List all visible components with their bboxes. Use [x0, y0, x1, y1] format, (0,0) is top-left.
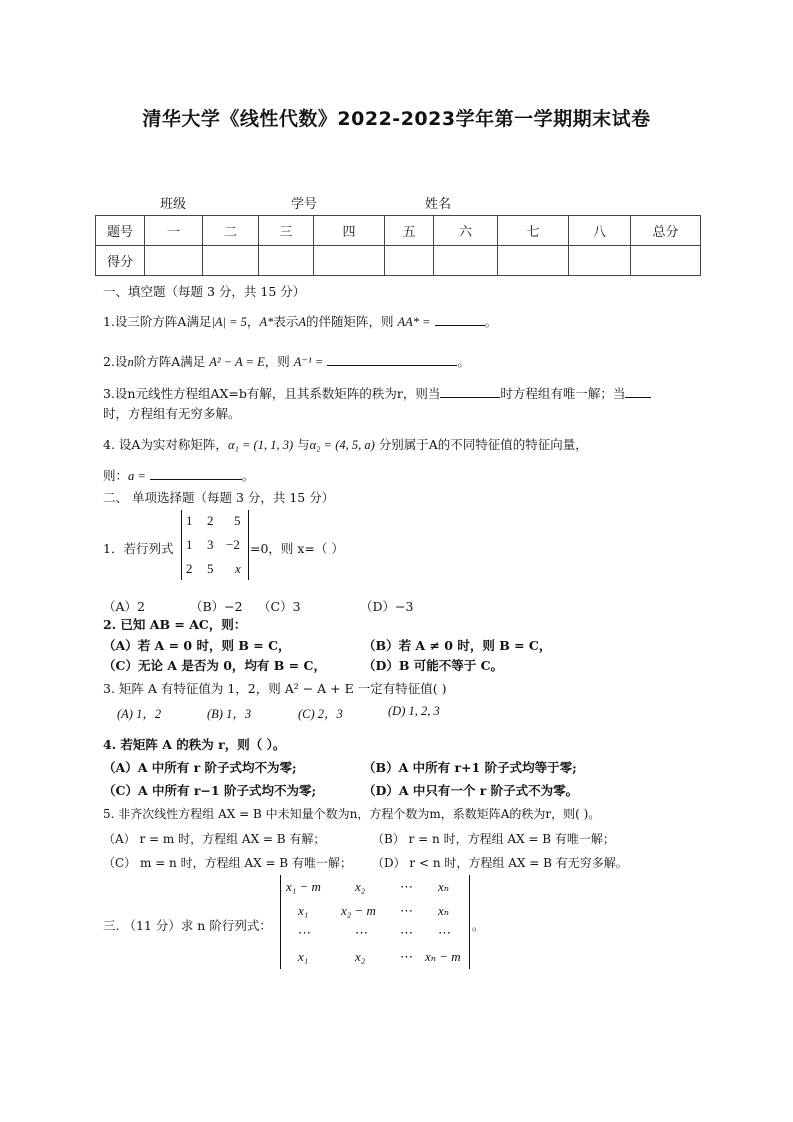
q4-line2: 则：: [103, 468, 129, 483]
score-cell[interactable]: [385, 246, 434, 276]
name-label: 姓名: [425, 197, 452, 212]
score-cell[interactable]: [145, 246, 203, 276]
q4-alpha1: α₁ = (1, 1, 3): [227, 438, 294, 452]
det-cell: 1: [186, 537, 193, 552]
det-cell: 1: [186, 513, 193, 528]
s1-q3-line2: 时，方程组有无穷多解。: [103, 406, 241, 421]
s2-q2-option-c[interactable]: （C）无论 A 是否为 0，均有 B = C，: [103, 658, 326, 673]
section-3-label: 三. （11 分）求 n 阶行列式：: [103, 918, 272, 933]
student-id-label: 学号: [291, 197, 318, 212]
det-cell: 2: [207, 513, 214, 528]
q2-math2: A² − A = E: [209, 355, 265, 369]
answer-blank[interactable]: [440, 385, 500, 398]
q4-prefix: 4. 设A为实对称矩阵，: [103, 437, 228, 452]
s2-q1-suffix: =0，则 x=（ ）: [250, 541, 344, 556]
s3-determinant: [280, 875, 470, 969]
answer-blank[interactable]: [435, 313, 485, 326]
s1-q1: [103, 312, 497, 330]
s2-q2-stem: 2. 已知 AB = AC，则：: [103, 617, 247, 632]
s1-q2: [103, 352, 470, 370]
table-header-cell: 六: [434, 216, 498, 246]
s2-q4-option-b[interactable]: （B）A 中所有 r+1 阶子式均等于零;: [363, 760, 577, 775]
q2-math3: A⁻¹ =: [293, 355, 324, 369]
q3-text-b: 时方程组有唯一解；当: [500, 386, 626, 401]
q1-math2: A*: [259, 315, 274, 329]
table-header-cell: 二: [203, 216, 259, 246]
s2-q4-option-d[interactable]: （D）A 中只有一个 r 阶子式不为零。: [363, 783, 579, 798]
s2-q1-option-a[interactable]: （A）2: [103, 599, 145, 614]
det-cell: ⋯: [298, 925, 311, 940]
s1-q4: [103, 435, 588, 453]
s2-q5-option-a[interactable]: （A） r = m 时，方程组 AX = B 有解；: [103, 832, 326, 846]
score-cell[interactable]: [203, 246, 259, 276]
q2-math: n: [127, 355, 134, 369]
det-cell: ⋯: [438, 925, 451, 940]
s2-q4-option-a[interactable]: （A）A 中所有 r 阶子式均不为零;: [103, 760, 297, 775]
s2-q3-option-d[interactable]: (D) 1, 2, 3: [388, 704, 440, 718]
section-3-end: 。: [472, 918, 485, 933]
score-cell[interactable]: [569, 246, 631, 276]
det-cell: xₙ − m: [425, 949, 461, 964]
q4-end: 分别属于A的不同特征值的特征向量，: [378, 437, 588, 452]
score-table-score-row: [96, 246, 701, 276]
s2-q2-option-a[interactable]: （A）若 A = 0 时，则 B = C，: [103, 638, 291, 653]
q3-text: 3.设n元线性方程组AX=b有解，且其系数矩阵的秩为r，则当: [103, 386, 441, 401]
s2-q1-prefix: 1．若行列式: [103, 541, 174, 556]
s2-q2-option-d[interactable]: （D）B 可能不等于 C。: [363, 658, 504, 673]
det-cell: ⋯: [355, 925, 368, 940]
det-cell: x₂: [355, 879, 366, 894]
q4-end2: 。: [241, 468, 255, 483]
answer-blank[interactable]: [150, 467, 242, 480]
score-cell[interactable]: [498, 246, 569, 276]
det-cell: 3: [207, 537, 214, 552]
table-header-cell: 七: [498, 216, 569, 246]
q4-math: a =: [128, 469, 146, 483]
page-title: 清华大学《线性代数》2022-2023学年第一学期期末试卷: [142, 108, 651, 130]
s2-q1-option-b[interactable]: （B）−2: [190, 599, 243, 614]
s2-q5-stem: 5. 非齐次线性方程组 AX = B 中未知量个数为n，方程个数为m，系数矩阵A的秩为r，则( )。: [103, 807, 601, 821]
s2-q3-option-c[interactable]: (C) 2，3: [298, 707, 343, 721]
score-table-header-row: [96, 216, 701, 246]
q2-mid: 阶方阵A满足: [133, 354, 206, 369]
det-cell: x₁: [298, 949, 309, 964]
table-header-cell: 四: [314, 216, 385, 246]
score-table: [95, 215, 701, 276]
table-header-cell: 总分: [631, 216, 701, 246]
q4-alpha2: α₂ = (4, 5, a): [309, 438, 375, 452]
det-cell: ⋯: [400, 879, 413, 894]
q2-prefix: 2.设: [103, 354, 128, 369]
table-header-cell: 八: [569, 216, 631, 246]
s2-q3-stem: 3. 矩阵 A 有特征值为 1，2，则 A² − A + E 一定有特征值( ): [103, 681, 447, 696]
s2-q2-option-b[interactable]: （B）若 A ≠ 0 时，则 B = C，: [363, 638, 552, 653]
q1-mid3: 的伴随矩阵，则: [305, 314, 394, 329]
q1-math: |A| = 5: [211, 315, 247, 329]
s2-q5-option-d[interactable]: （D） r < n 时，方程组 AX = B 有无穷多解。: [372, 856, 628, 870]
s2-q5-option-b[interactable]: （B） r = n 时，方程组 AX = B 有唯一解；: [372, 832, 615, 846]
s2-q3-option-a[interactable]: (A) 1，2: [117, 707, 162, 721]
det-cell: 5: [234, 513, 241, 528]
det-cell: ⋯: [400, 925, 413, 940]
s2-q4-stem: 4. 若矩阵 A 的秩为 r，则（ ）。: [103, 737, 286, 752]
s1-q3-line1: [103, 384, 651, 402]
table-header-cell: 五: [385, 216, 434, 246]
answer-blank[interactable]: [327, 353, 457, 366]
s2-q1-option-c[interactable]: （C）3: [258, 599, 301, 614]
class-label: 班级: [160, 197, 187, 212]
table-header-cell: 一: [145, 216, 203, 246]
s2-q3-option-b[interactable]: (B) 1，3: [207, 707, 252, 721]
det-cell: 2: [186, 561, 193, 576]
det-cell: x₁ − m: [286, 879, 321, 894]
det-cell: x₂: [355, 949, 366, 964]
q1-end: 。: [484, 314, 498, 329]
s2-q5-option-c[interactable]: （C） m = n 时，方程组 AX = B 有唯一解；: [103, 856, 352, 870]
table-header-cell: 题号: [96, 216, 145, 246]
q1-math4: AA* =: [397, 315, 431, 329]
q1-math3: A: [298, 315, 306, 329]
q2-mid2: ，则: [264, 354, 290, 369]
det-cell: −2: [226, 537, 240, 552]
q2-end: 。: [457, 354, 470, 369]
det-cell: xₙ: [438, 903, 450, 918]
q4-mid: 与: [297, 437, 310, 452]
q1-mid: 表示: [273, 314, 299, 329]
score-cell[interactable]: [631, 246, 701, 276]
table-row-label: 得分: [96, 246, 145, 276]
s2-q1-option-d[interactable]: （D）−3: [360, 599, 414, 614]
det-cell: x₂ − m: [341, 903, 376, 918]
det-cell: 5: [207, 561, 214, 576]
s2-q1-determinant: [181, 510, 249, 580]
det-cell: x: [235, 561, 241, 576]
score-cell[interactable]: [434, 246, 498, 276]
det-cell: xₙ: [438, 879, 450, 894]
det-cell: x₁: [298, 903, 309, 918]
score-cell[interactable]: [314, 246, 385, 276]
det-cell: ⋯: [400, 903, 413, 918]
section-2-heading: 二、 单项选择题（每题 3 分，共 15 分）: [103, 490, 335, 505]
table-header-cell: 三: [259, 216, 314, 246]
answer-blank[interactable]: [625, 385, 651, 398]
s1-q4-line2: [103, 466, 254, 484]
s2-q4-option-c[interactable]: （C）A 中所有 r−1 阶子式均不为零;: [103, 783, 317, 798]
det-cell: ⋯: [400, 949, 413, 964]
score-cell[interactable]: [259, 246, 314, 276]
q1-sep: ，: [246, 314, 260, 329]
section-1-heading: 一、填空题（每题 3 分，共 15 分）: [103, 284, 306, 299]
q1-prefix: 1.设三阶方阵A满足: [103, 314, 212, 329]
